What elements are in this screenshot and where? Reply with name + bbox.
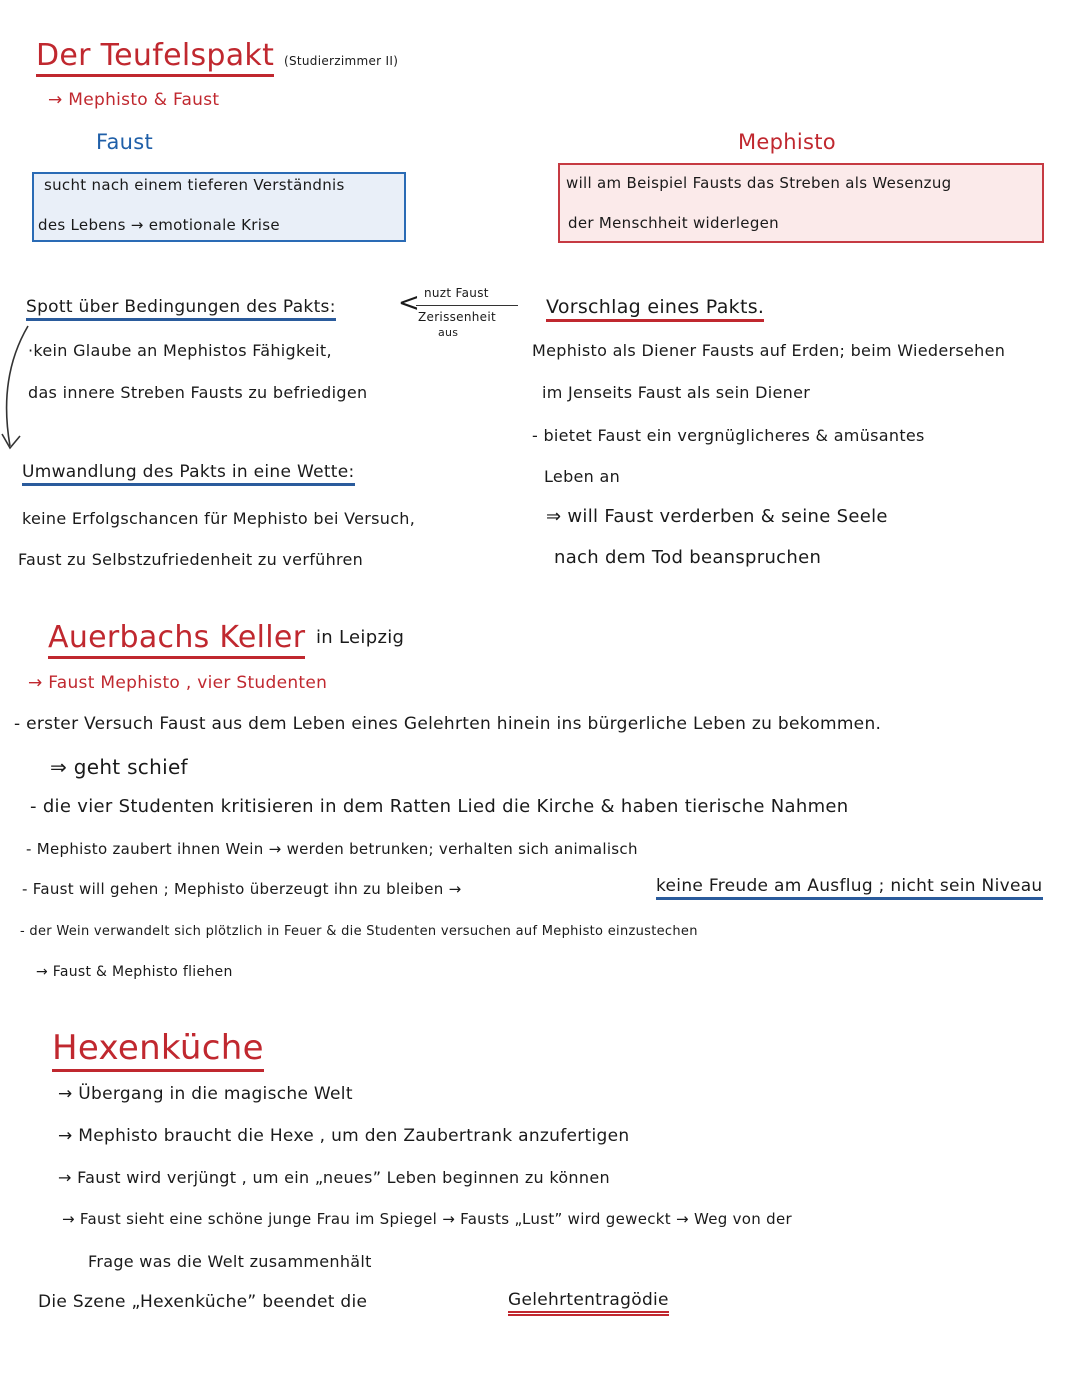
exploit-note-bottom2: aus (438, 326, 459, 339)
faust-box-line: sucht nach einem tieferen Verständnis (44, 176, 345, 194)
subtitle-studierzimmer: (Studierzimmer II) (284, 54, 399, 68)
vorschlag-line: nach dem Tod beanspruchen (554, 547, 822, 568)
vorschlag-line: Mephisto als Diener Fausts auf Erden; beim Wiedersehen (532, 341, 1006, 360)
fraction-line (416, 305, 518, 306)
exploit-note-bottom: Zerissenheit (418, 310, 496, 324)
exploit-note-top: nuzt Faust (424, 286, 489, 300)
wette-line: keine Erfolgschancen für Mephisto bei Versuch, (22, 509, 416, 528)
vorschlag-line: Leben an (544, 467, 621, 486)
heading-hexenkueche: Hexenküche (52, 1028, 264, 1068)
exploit-note (398, 288, 522, 342)
auerbach-line: - der Wein verwandelt sich plötzlich in Feuer & die Studenten versuchen auf Mephisto einzustechen (20, 924, 698, 939)
wette-heading: Umwandlung des Pakts in eine Wette: (22, 462, 355, 482)
gelehrtentragoedie: Gelehrtentragödie (508, 1290, 669, 1310)
vorschlag-line: ⇒ will Faust verderben & seine Seele (546, 506, 888, 527)
hexe-bullet: → Faust wird verjüngt , um ein „neues” Leben beginnen zu können (58, 1168, 610, 1187)
vorschlag-line: - bietet Faust ein vergnüglicheres & amüsantes (532, 426, 925, 445)
location-leipzig: in Leipzig (316, 627, 405, 648)
auerbach-line: - die vier Studenten kritisieren in dem Ratten Lied die Kirche & haben tierische Nahmen (30, 796, 849, 817)
faust-box-line: des Lebens → emotionale Krise (38, 216, 280, 234)
auerbach-line: → Faust & Mephisto fliehen (36, 964, 233, 980)
characters-teufelspakt: → Mephisto & Faust (48, 90, 220, 110)
hexe-final: Die Szene „Hexenküche” beendet die (38, 1292, 368, 1312)
less-than-arrow: < (398, 288, 421, 318)
hexe-bullet: → Übergang in die magische Welt (58, 1084, 353, 1104)
heading-auerbachs-keller: Auerbachs Keller (48, 620, 305, 655)
mephisto-box-line: will am Beispiel Fausts das Streben als Wesenzug (566, 174, 952, 192)
auerbach-line: - Faust will gehen ; Mephisto überzeugt ihn zu bleiben → (22, 880, 462, 898)
mephisto-box-line: der Menschheit widerlegen (568, 214, 779, 232)
auerbach-line: - Mephisto zaubert ihnen Wein → werden betrunken; verhalten sich animalisch (26, 840, 638, 858)
auerbach-line: ⇒ geht schief (50, 755, 188, 779)
spott-line: das innere Streben Fausts zu befriedigen (28, 383, 368, 402)
hexe-bullet: → Mephisto braucht die Hexe , um den Zaubertrank anzufertigen (58, 1126, 630, 1146)
curved-arrow (0, 320, 40, 460)
vorschlag-line: im Jenseits Faust als sein Diener (542, 383, 811, 402)
characters-auerbach: → Faust Mephisto , vier Studenten (28, 673, 328, 693)
hexe-bullet: → Faust sieht eine schöne junge Frau im Spiegel → Fausts „Lust” wird geweckt → Weg von der (62, 1210, 792, 1228)
spott-heading: Spott über Bedingungen des Pakts: (26, 297, 336, 317)
mephisto-heading: Mephisto (738, 130, 836, 154)
vorschlag-heading: Vorschlag eines Pakts. (546, 296, 764, 318)
auerbach-line-highlight: keine Freude am Ausflug ; nicht sein Niveau (656, 876, 1043, 896)
faust-heading: Faust (96, 130, 154, 154)
wette-line: Faust zu Selbstzufriedenheit zu verführen (18, 550, 364, 569)
auerbach-line: - erster Versuch Faust aus dem Leben eines Gelehrten hinein ins bürgerliche Leben zu bekommen. (14, 714, 882, 734)
heading-teufelspakt: Der Teufelspakt (36, 38, 274, 73)
hexe-continuation: Frage was die Welt zusammenhält (88, 1252, 372, 1271)
spott-line: ·kein Glaube an Mephistos Fähigkeit, (28, 341, 332, 360)
